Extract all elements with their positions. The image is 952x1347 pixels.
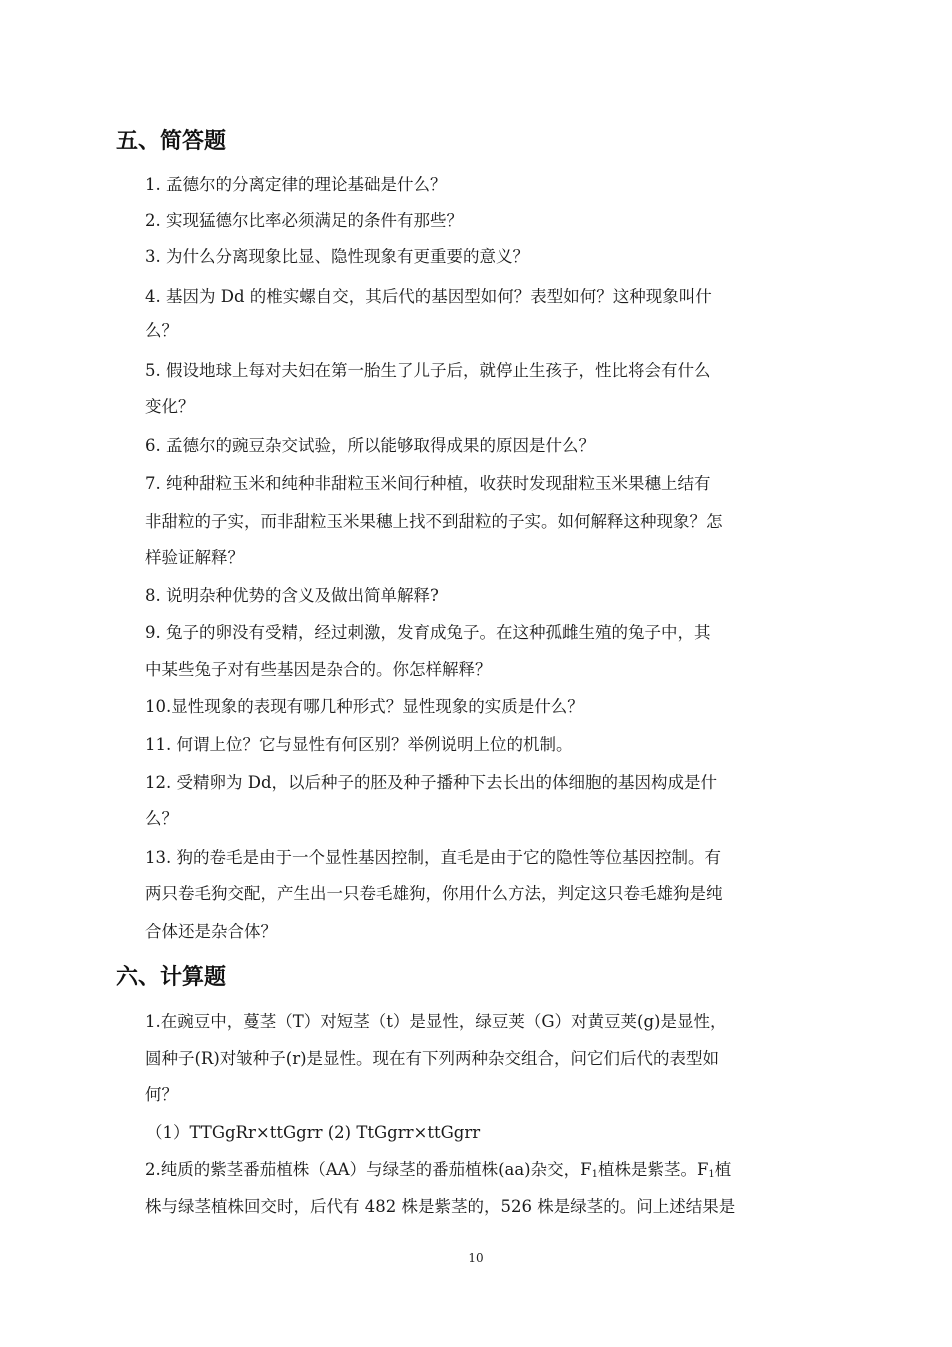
question-line: 两只卷毛狗交配，产生出一只卷毛雄狗，你用什么方法，判定这只卷毛雄狗是纯	[145, 884, 723, 903]
question-line: 7. 纯种甜粒玉米和纯种非甜粒玉米间行种植，收获时发现甜粒玉米果穗上结有	[145, 474, 711, 493]
cross-combinations: （1）TTGgRr×ttGgrr (2) TtGgrr×ttGgrr	[146, 1123, 481, 1142]
question-line: 4. 基因为 Dd 的椎实螺自交，其后代的基因型如何？表型如何？这种现象叫什	[145, 287, 712, 306]
question-line: 何？	[145, 1085, 178, 1104]
question-line: 样验证解释？	[145, 548, 244, 567]
section-title-short-answer: 五、简答题	[116, 129, 227, 154]
question-text: 植	[714, 1160, 732, 1179]
subscript: 1	[708, 1169, 715, 1180]
question-line: 6. 孟德尔的豌豆杂交试验，所以能够取得成果的原因是什么？	[145, 436, 595, 455]
section-title-calculation: 六、计算题	[116, 965, 227, 990]
question-line: 5. 假设地球上每对夫妇在第一胎生了儿子后，就停止生孩子，性比将会有什么	[145, 361, 711, 380]
question-line: 9. 兔子的卵没有受精，经过刺激，发育成兔子。在这种孤雌生殖的兔子中，其	[145, 623, 711, 642]
question-line: 么？	[145, 809, 178, 828]
question-text: 植株是紫茎。F	[597, 1160, 709, 1179]
question-line: 合体还是杂合体？	[145, 922, 277, 941]
question-line: 1. 孟德尔的分离定律的理论基础是什么？	[145, 175, 447, 194]
question-line: 圆种子(R)对皱种子(r)是显性。现在有下列两种杂交组合，问它们后代的表型如	[145, 1049, 720, 1068]
question-line: 12. 受精卵为 Dd，以后种子的胚及种子播种下去长出的体细胞的基因构成是什	[145, 773, 718, 792]
question-line: 1.在豌豆中，蔓茎（T）对短茎（t）是显性，绿豆荚（G）对黄豆荚(g)是显性，	[145, 1012, 727, 1031]
question-line: 2. 实现猛德尔比率必须满足的条件有那些？	[145, 211, 463, 230]
question-line: 8. 说明杂种优势的含义及做出简单解释?	[145, 586, 439, 605]
subscript: 1	[591, 1169, 598, 1180]
question-text: 2.纯质的紫茎番茄植株（AA）与绿茎的番茄植株(aa)杂交，F	[145, 1160, 592, 1179]
question-line: 非甜粒的子实，而非甜粒玉米果穗上找不到甜粒的子实。如何解释这种现象？怎	[145, 512, 723, 531]
question-line: 株与绿茎植株回交时，后代有 482 株是紫茎的，526 株是绿茎的。问上述结果是	[145, 1197, 736, 1216]
question-line: 10.显性现象的表现有哪几种形式？显性现象的实质是什么？	[145, 697, 584, 716]
question-line: 么？	[145, 321, 178, 340]
page-number: 10	[468, 1251, 484, 1265]
question-line: 11. 何谓上位？它与显性有何区别？举例说明上位的机制。	[145, 735, 573, 754]
question-line	[145, 1158, 731, 1182]
question-line: 13. 狗的卷毛是由于一个显性基因控制，直毛是由于它的隐性等位基因控制。有	[145, 848, 721, 867]
question-line: 中某些兔子对有些基因是杂合的。你怎样解释？	[145, 660, 492, 679]
question-line: 3. 为什么分离现象比显、隐性现象有更重要的意义？	[145, 247, 529, 266]
question-line: 变化？	[145, 397, 195, 416]
